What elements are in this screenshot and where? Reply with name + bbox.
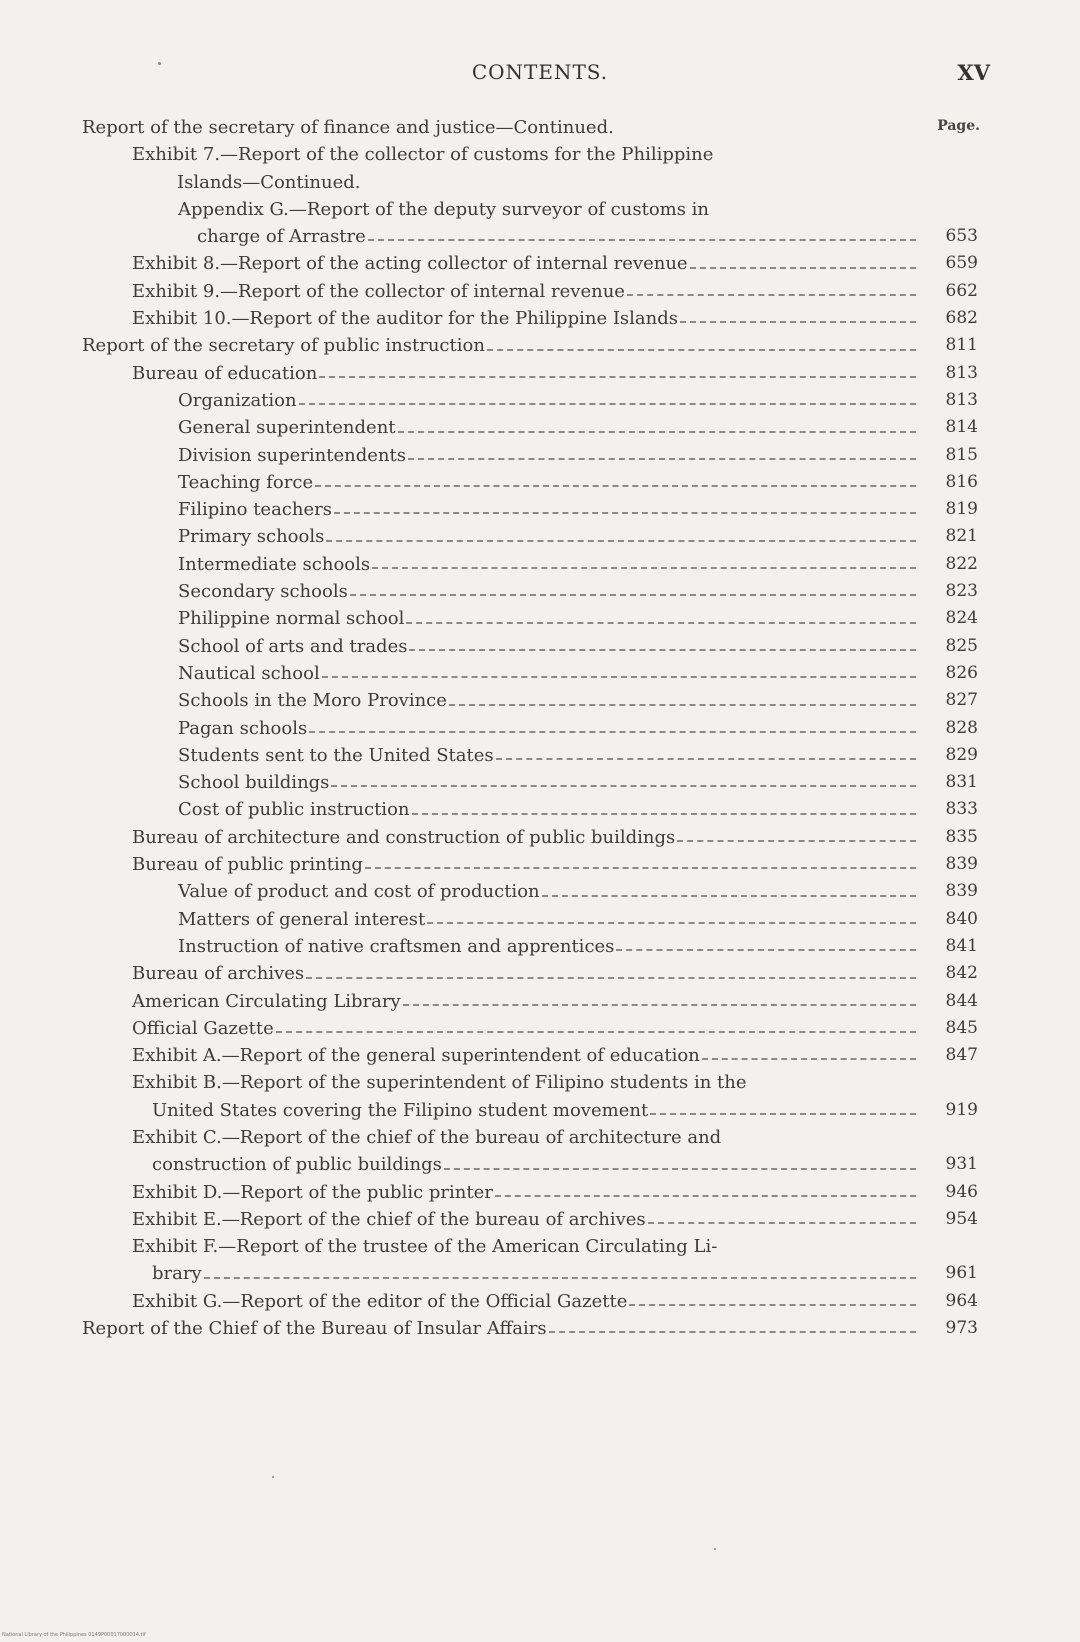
dot-leader bbox=[368, 239, 916, 241]
toc-entry-text: Organization bbox=[178, 389, 297, 411]
toc-entry-text: Exhibit C.—Report of the chief of the bureau of architecture and bbox=[132, 1126, 722, 1148]
dot-leader bbox=[331, 785, 916, 787]
toc-entry bbox=[82, 442, 982, 469]
toc-entry-text: Secondary schools bbox=[178, 581, 348, 603]
toc-entry-page: 845 bbox=[945, 1017, 978, 1038]
toc-entry-text: Official Gazette bbox=[132, 1017, 274, 1039]
toc-entry-text: Filipino teachers bbox=[178, 499, 332, 521]
toc-entry-text: Bureau of public printing bbox=[132, 854, 363, 876]
toc-entry bbox=[82, 196, 982, 223]
table-of-contents bbox=[82, 114, 982, 1342]
toc-entry-text: Teaching force bbox=[178, 471, 314, 493]
dot-leader bbox=[334, 512, 916, 514]
dot-leader bbox=[365, 867, 916, 869]
toc-entry-page: 814 bbox=[945, 417, 978, 438]
dot-leader bbox=[403, 1004, 916, 1006]
toc-entry-page: 954 bbox=[945, 1208, 978, 1229]
toc-entry-page: 840 bbox=[945, 908, 978, 929]
toc-entry-page: 919 bbox=[945, 1099, 978, 1120]
toc-entry-text: Division superintendents bbox=[178, 444, 406, 466]
toc-entry-text: construction of public buildings bbox=[152, 1154, 442, 1176]
toc-entry-page: 653 bbox=[945, 226, 978, 247]
toc-entry-text: Exhibit 9.—Report of the collector of internal revenue bbox=[132, 280, 625, 302]
dot-leader bbox=[549, 1331, 916, 1333]
dot-leader bbox=[408, 458, 916, 460]
toc-entry-page: 659 bbox=[945, 253, 978, 274]
toc-entry-page: 825 bbox=[945, 635, 978, 656]
toc-entry bbox=[82, 605, 982, 632]
toc-entry-page: 835 bbox=[945, 826, 978, 847]
toc-entry bbox=[82, 1260, 982, 1287]
dot-leader bbox=[299, 403, 916, 405]
dot-leader bbox=[398, 431, 916, 433]
toc-entry-page: 844 bbox=[945, 990, 978, 1011]
toc-entry bbox=[82, 414, 982, 441]
toc-entry-page: 833 bbox=[945, 799, 978, 820]
toc-entry-text: Report of the secretary of finance and justice—Continued. bbox=[82, 117, 614, 138]
toc-entry bbox=[82, 332, 982, 359]
toc-entry-text: Exhibit A.—Report of the general superintendent of education bbox=[132, 1045, 700, 1067]
toc-entry-page: 829 bbox=[945, 744, 978, 765]
toc-entry bbox=[82, 1042, 982, 1069]
toc-entry-text: Pagan schools bbox=[178, 717, 308, 739]
toc-entry bbox=[82, 660, 982, 687]
toc-entry bbox=[82, 715, 982, 742]
toc-entry bbox=[82, 305, 982, 332]
toc-entry-text: Matters of general interest bbox=[178, 908, 426, 930]
toc-entry-text: Islands—Continued. bbox=[177, 171, 361, 193]
toc-entry-text: Bureau of education bbox=[132, 362, 318, 384]
toc-entry bbox=[82, 1097, 982, 1124]
dot-leader bbox=[204, 1277, 916, 1279]
toc-entry bbox=[82, 278, 982, 305]
toc-entry-page: 819 bbox=[945, 499, 978, 520]
dot-leader bbox=[680, 321, 916, 323]
toc-entry bbox=[82, 824, 982, 851]
toc-entry bbox=[82, 742, 982, 769]
toc-entry-text: Primary schools bbox=[178, 526, 325, 548]
dot-leader bbox=[319, 376, 916, 378]
toc-entry-page: 822 bbox=[945, 553, 978, 574]
dot-leader bbox=[444, 1168, 916, 1170]
dot-leader bbox=[627, 294, 916, 296]
toc-entry bbox=[82, 1124, 982, 1151]
toc-entry bbox=[82, 1315, 982, 1342]
toc-entry bbox=[82, 578, 982, 605]
scan-footer-note: National Library of the Philippines 0149P00017000014.tif bbox=[2, 1632, 146, 1638]
dot-leader bbox=[409, 649, 916, 651]
toc-entry-page: 824 bbox=[945, 608, 978, 629]
toc-entry-page: 662 bbox=[945, 280, 978, 301]
page-column-label: Page. bbox=[937, 118, 980, 134]
toc-entry bbox=[82, 523, 982, 550]
dot-leader bbox=[326, 540, 916, 542]
toc-entry-text: United States covering the Filipino student movement bbox=[152, 1099, 649, 1121]
toc-entry-text: Value of product and cost of production bbox=[178, 881, 540, 903]
toc-entry bbox=[82, 387, 982, 414]
toc-entry bbox=[82, 933, 982, 960]
toc-entry-page: 813 bbox=[945, 362, 978, 383]
toc-entry bbox=[82, 1206, 982, 1233]
dot-leader bbox=[322, 676, 916, 678]
toc-entry bbox=[82, 469, 982, 496]
toc-entry-text: Cost of public instruction bbox=[178, 799, 410, 821]
toc-entry-page: 931 bbox=[945, 1154, 978, 1175]
toc-entry-text: Exhibit D.—Report of the public printer bbox=[132, 1181, 493, 1203]
toc-entry-page: 964 bbox=[945, 1290, 978, 1311]
page-title: CONTENTS. bbox=[471, 60, 609, 84]
dot-leader bbox=[702, 1058, 916, 1060]
toc-entry bbox=[82, 141, 982, 168]
toc-entry bbox=[82, 960, 982, 987]
toc-entry bbox=[82, 169, 982, 196]
toc-entry-text: Instruction of native craftsmen and apprentices bbox=[178, 935, 615, 957]
toc-entry bbox=[82, 551, 982, 578]
toc-entry-page: 823 bbox=[945, 581, 978, 602]
toc-entry-page: 827 bbox=[945, 690, 978, 711]
dot-leader bbox=[372, 567, 916, 569]
toc-entry bbox=[82, 769, 982, 796]
dot-leader bbox=[629, 1304, 916, 1306]
toc-entry bbox=[82, 878, 982, 905]
toc-entry-page: 839 bbox=[945, 854, 978, 875]
toc-entry-page: 847 bbox=[945, 1045, 978, 1066]
toc-entry-text: School of arts and trades bbox=[178, 635, 408, 657]
toc-entry-page: 811 bbox=[945, 335, 978, 356]
dot-leader bbox=[427, 922, 916, 924]
toc-entry-text: Exhibit F.—Report of the trustee of the American Circulating Li- bbox=[132, 1236, 718, 1258]
toc-entry-page: 946 bbox=[945, 1181, 978, 1202]
toc-entry bbox=[82, 114, 982, 141]
dot-leader bbox=[276, 1031, 916, 1033]
toc-entry-page: 973 bbox=[945, 1318, 978, 1339]
dot-leader bbox=[677, 840, 916, 842]
toc-entry bbox=[82, 360, 982, 387]
toc-entry-page: 839 bbox=[945, 881, 978, 902]
dot-leader bbox=[309, 731, 916, 733]
toc-entry-text: Schools in the Moro Province bbox=[178, 690, 447, 712]
dot-leader bbox=[690, 267, 916, 269]
dot-leader bbox=[648, 1222, 916, 1224]
toc-entry-text: Bureau of architecture and construction of public buildings bbox=[132, 826, 676, 848]
print-speck bbox=[714, 1548, 716, 1550]
toc-entry-text: Report of the secretary of public instruction bbox=[82, 335, 485, 357]
toc-entry-text: Exhibit E.—Report of the chief of the bureau of archives bbox=[132, 1208, 646, 1230]
toc-entry-text: Philippine normal school bbox=[178, 608, 405, 630]
toc-entry bbox=[82, 250, 982, 277]
toc-entry-text: American Circulating Library bbox=[132, 990, 401, 1012]
toc-entry-text: Exhibit G.—Report of the editor of the Official Gazette bbox=[132, 1290, 628, 1312]
toc-entry-page: 821 bbox=[945, 526, 978, 547]
toc-entry-text: Exhibit 7.—Report of the collector of customs for the Philippine bbox=[132, 144, 714, 166]
toc-entry-text: Students sent to the United States bbox=[178, 744, 494, 766]
dot-leader bbox=[650, 1113, 916, 1115]
toc-entry bbox=[82, 1233, 982, 1260]
toc-entry-page: 828 bbox=[945, 717, 978, 738]
toc-entry bbox=[82, 633, 982, 660]
toc-entry-page: 842 bbox=[945, 963, 978, 984]
toc-entry-text: Report of the Chief of the Bureau of Insular Affairs bbox=[82, 1318, 547, 1340]
toc-entry-text: brary bbox=[152, 1263, 202, 1285]
toc-entry bbox=[82, 1015, 982, 1042]
print-speck bbox=[158, 62, 161, 65]
toc-entry-page: 813 bbox=[945, 389, 978, 410]
toc-entry bbox=[82, 796, 982, 823]
dot-leader bbox=[495, 1195, 916, 1197]
dot-leader bbox=[449, 704, 916, 706]
toc-entry bbox=[82, 1288, 982, 1315]
toc-entry-page: 961 bbox=[945, 1263, 978, 1284]
toc-entry-text: Nautical school bbox=[178, 662, 320, 684]
toc-entry-text: Exhibit 10.—Report of the auditor for the Philippine Islands bbox=[132, 308, 679, 330]
toc-entry bbox=[82, 1179, 982, 1206]
dot-leader bbox=[306, 977, 916, 979]
toc-entry-page: 826 bbox=[945, 662, 978, 683]
toc-entry-page: 815 bbox=[945, 444, 978, 465]
toc-entry bbox=[82, 1151, 982, 1178]
toc-entry-text: Appendix G.—Report of the deputy surveyor of customs in bbox=[178, 198, 710, 220]
toc-entry-page: 831 bbox=[945, 772, 978, 793]
page-number-roman: XV bbox=[957, 60, 990, 85]
dot-leader bbox=[412, 813, 917, 815]
toc-entry-text: Intermediate schools bbox=[178, 553, 371, 575]
toc-entry bbox=[82, 851, 982, 878]
toc-entry bbox=[82, 687, 982, 714]
dot-leader bbox=[315, 485, 916, 487]
dot-leader bbox=[487, 349, 916, 351]
toc-entry-page: 841 bbox=[945, 935, 978, 956]
toc-entry bbox=[82, 496, 982, 523]
toc-entry-page: 816 bbox=[945, 471, 978, 492]
toc-entry-text: Exhibit 8.—Report of the acting collector of internal revenue bbox=[132, 253, 688, 275]
toc-entry-text: Bureau of archives bbox=[132, 963, 305, 985]
toc-entry-text: charge of Arrastre bbox=[197, 226, 366, 248]
dot-leader bbox=[616, 949, 916, 951]
toc-entry bbox=[82, 906, 982, 933]
toc-entry-text: Exhibit B.—Report of the superintendent of Filipino students in the bbox=[132, 1072, 747, 1094]
toc-entry bbox=[82, 988, 982, 1015]
toc-entry-text: School buildings bbox=[178, 772, 330, 794]
print-speck bbox=[272, 1476, 274, 1478]
dot-leader bbox=[496, 758, 916, 760]
dot-leader bbox=[350, 594, 916, 596]
toc-entry bbox=[82, 1069, 982, 1096]
dot-leader bbox=[406, 622, 916, 624]
dot-leader bbox=[542, 895, 916, 897]
toc-entry-page: 682 bbox=[945, 308, 978, 329]
toc-entry bbox=[82, 223, 982, 250]
toc-entry-text: General superintendent bbox=[178, 417, 396, 439]
